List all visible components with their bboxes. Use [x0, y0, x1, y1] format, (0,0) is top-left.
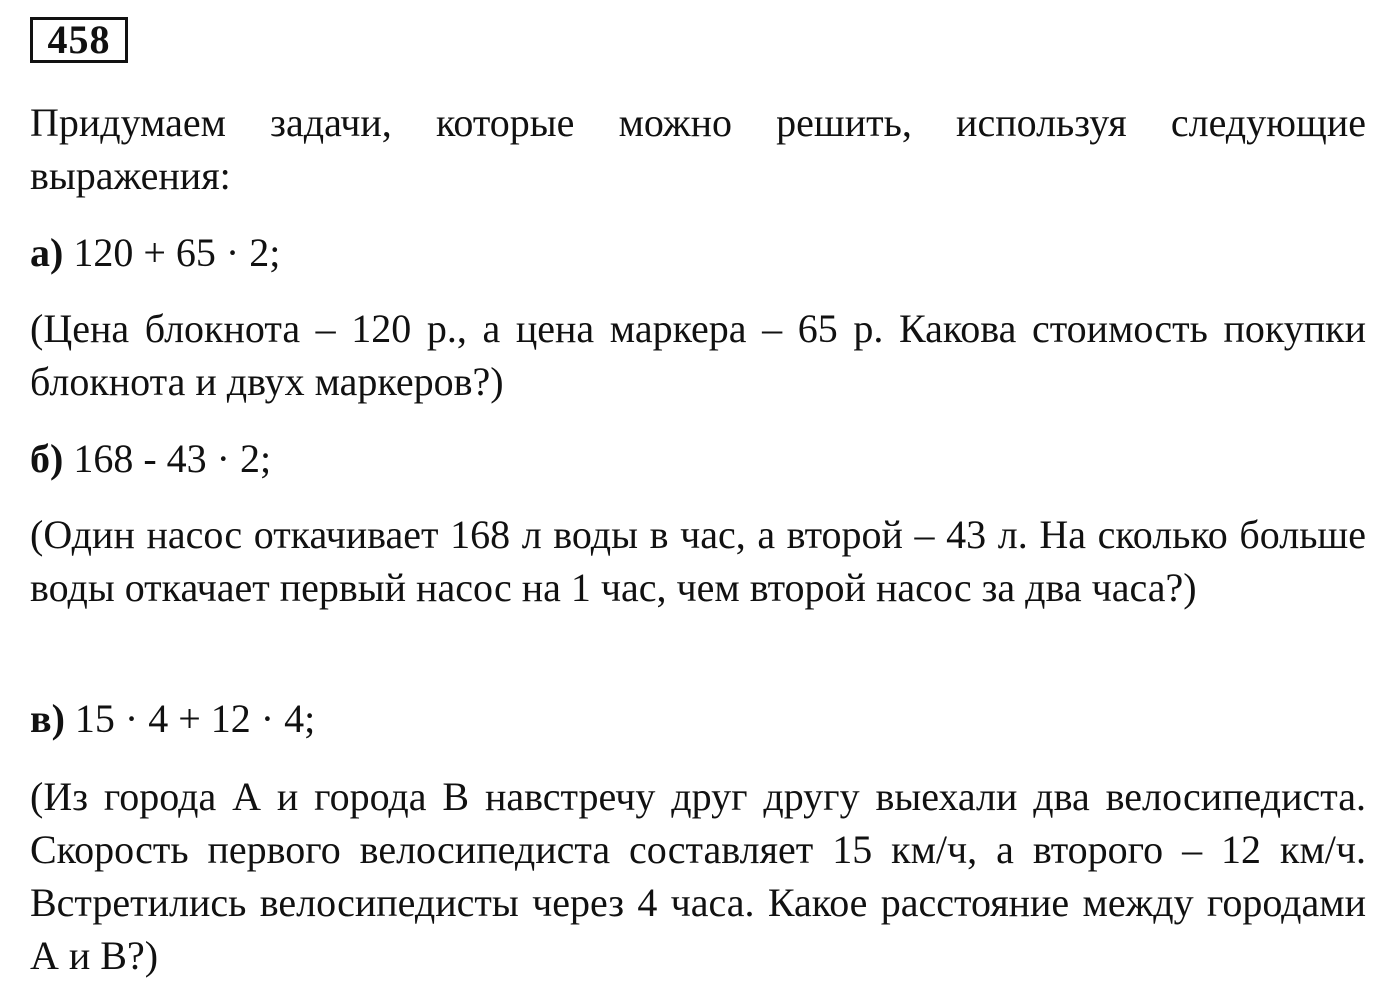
item-b-label: б) [30, 436, 64, 481]
item-b-problem: (Один насос откачивает 168 л воды в час, а второй – 43 л. На сколько больше воды откачает первый насос на 1 час, чем второй насос за два часа?) [30, 512, 1366, 610]
item-c-problem: (Из города А и города В навстречу друг другу выехали два велосипедиста. Скорость первого велосипедиста составляет 15 км/ч, а второго – 12 км/ч. Встретились велосипедисты через 4 часа. Какое расстояние между городами А и В?) [30, 774, 1366, 978]
item-a-expression: 120 + 65 · 2; [73, 230, 281, 275]
item-a-label: а) [30, 230, 64, 275]
task-number: 458 [47, 17, 111, 62]
item-a-problem: (Цена блокнота – 120 р., а цена маркера – 65 р. Какова стоимость покупки блокнота и двух маркеров?) [30, 306, 1366, 404]
item-b-expression-line [30, 432, 1366, 485]
item-b-expression: 168 - 43 · 2; [73, 436, 272, 481]
task-intro: Придумаем задачи, которые можно решить, используя следующие выражения: [30, 100, 1366, 198]
item-a-expression-line [30, 226, 1366, 279]
item-c-label: в) [30, 696, 65, 741]
task-number-box [30, 17, 128, 63]
item-c-expression-line [30, 692, 1366, 745]
item-c-expression: 15 · 4 + 12 · 4; [74, 696, 316, 741]
